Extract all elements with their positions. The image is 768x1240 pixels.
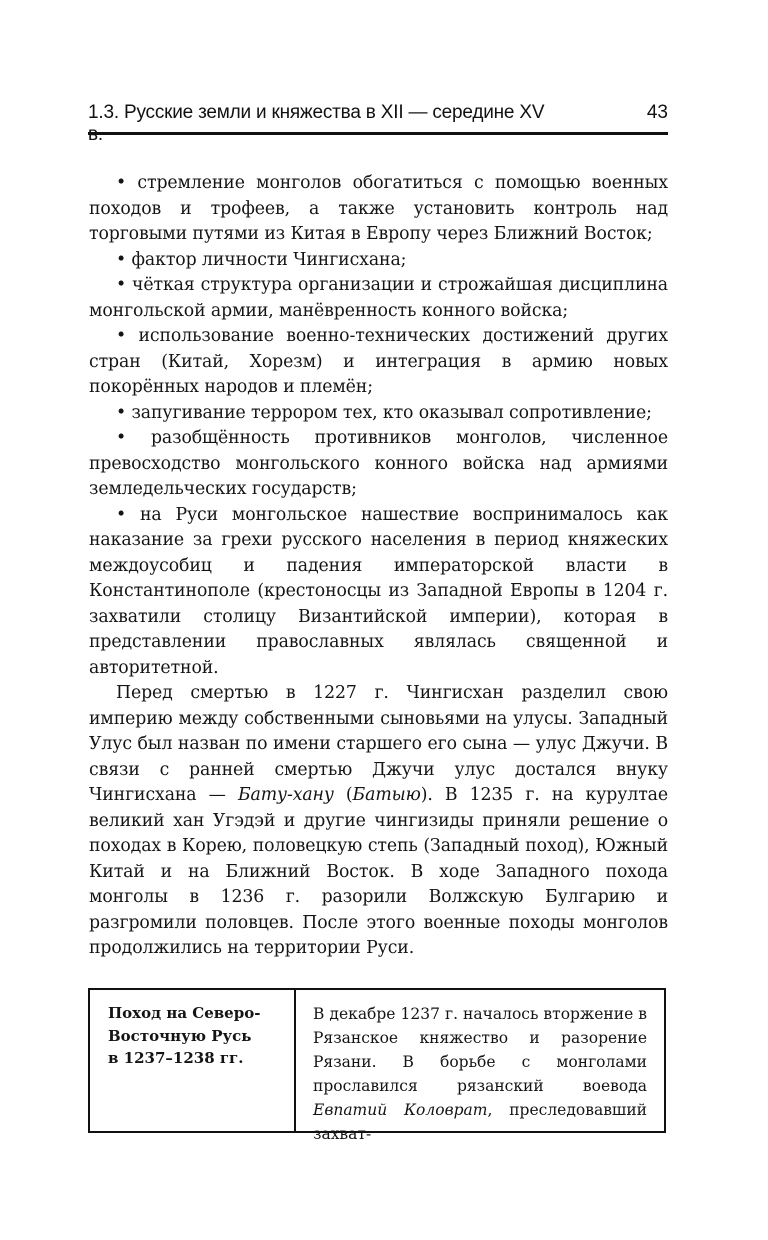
bullet-punishment: • на Руси монгольское нашествие воспринималось как наказание за грехи русского населения в период княжеских междоусобиц и падения императорской власти в Константинополе (крестоносцы из Западной Европы в 1204 г. захватили столицу Византийской империи), которая в представлении православных являлась священной и авторитетной. [89, 504, 668, 678]
campaign-table [88, 988, 666, 1143]
name-batu: Батыю [352, 785, 421, 805]
running-title: 1.3. Русские земли и княжества в XII — середине XV в. [88, 102, 545, 145]
bullet-terror: • запугивание террором тех, кто оказывал сопротивление; [116, 402, 652, 423]
running-header [88, 94, 668, 145]
bullet-enrichment: • стремление монголов обогатиться с помощью военных походов и трофеев, а также установить контроль над торговыми путями из Китая в Европу через Ближний Восток; [89, 173, 668, 244]
bullet-genghis-personality: • фактор личности Чингисхана; [116, 249, 407, 270]
name-evpaty-kolovrat: Евпатий Коловрат [313, 1101, 488, 1119]
campaign-description: В декабре 1237 г. началось вторжение в Рязанское княжество и разорение Рязани. В борьбе с монголами прославился рязанский воевода Евпатий Коловрат, преследовавший захват- [313, 1005, 647, 1143]
page-number: 43 [646, 102, 668, 123]
bullet-army-discipline: • чёткая структура организации и строжайшая дисциплина монгольской армии, манёвренность конного войска; [89, 275, 668, 321]
main-text [89, 171, 668, 962]
name-batu-khan: Бату-хану [237, 785, 334, 805]
bullet-disunity: • разобщённость противников монголов, численное превосходство монгольского конного войска над армиями земледельческих государств; [89, 428, 668, 499]
paragraph-ulus: Перед смертью в 1227 г. Чингисхан разделил свою империю между собственными сыновьями на улусы. Западный Улус был назван по имени старшего его сына — улус Джучи. В связи с ранней смертью Джучи улус достался внуку Чингисхана — Бату-хану (Батыю). В 1235 г. на курултае великий хан Угэдэй и другие чингизиды приняли решение о походах в Корею, половецкую степь (Западный поход), Южный Китай и на Ближний Восток. В ходе Западного похода монголы в 1236 г. разорили Волжскую Булгарию и разгромили половцев. После этого военные походы монголов продолжились на территории Руси. [89, 683, 669, 958]
header-rule [88, 132, 668, 135]
bullet-military-technology: • использование военно-технических достижений других стран (Китай, Хорезм) и интеграция в армию новых покорённых народов и племён; [89, 326, 668, 397]
campaign-title: Поход на Северо- Восточную Русь в 1237–1238 гг. [90, 990, 296, 1131]
